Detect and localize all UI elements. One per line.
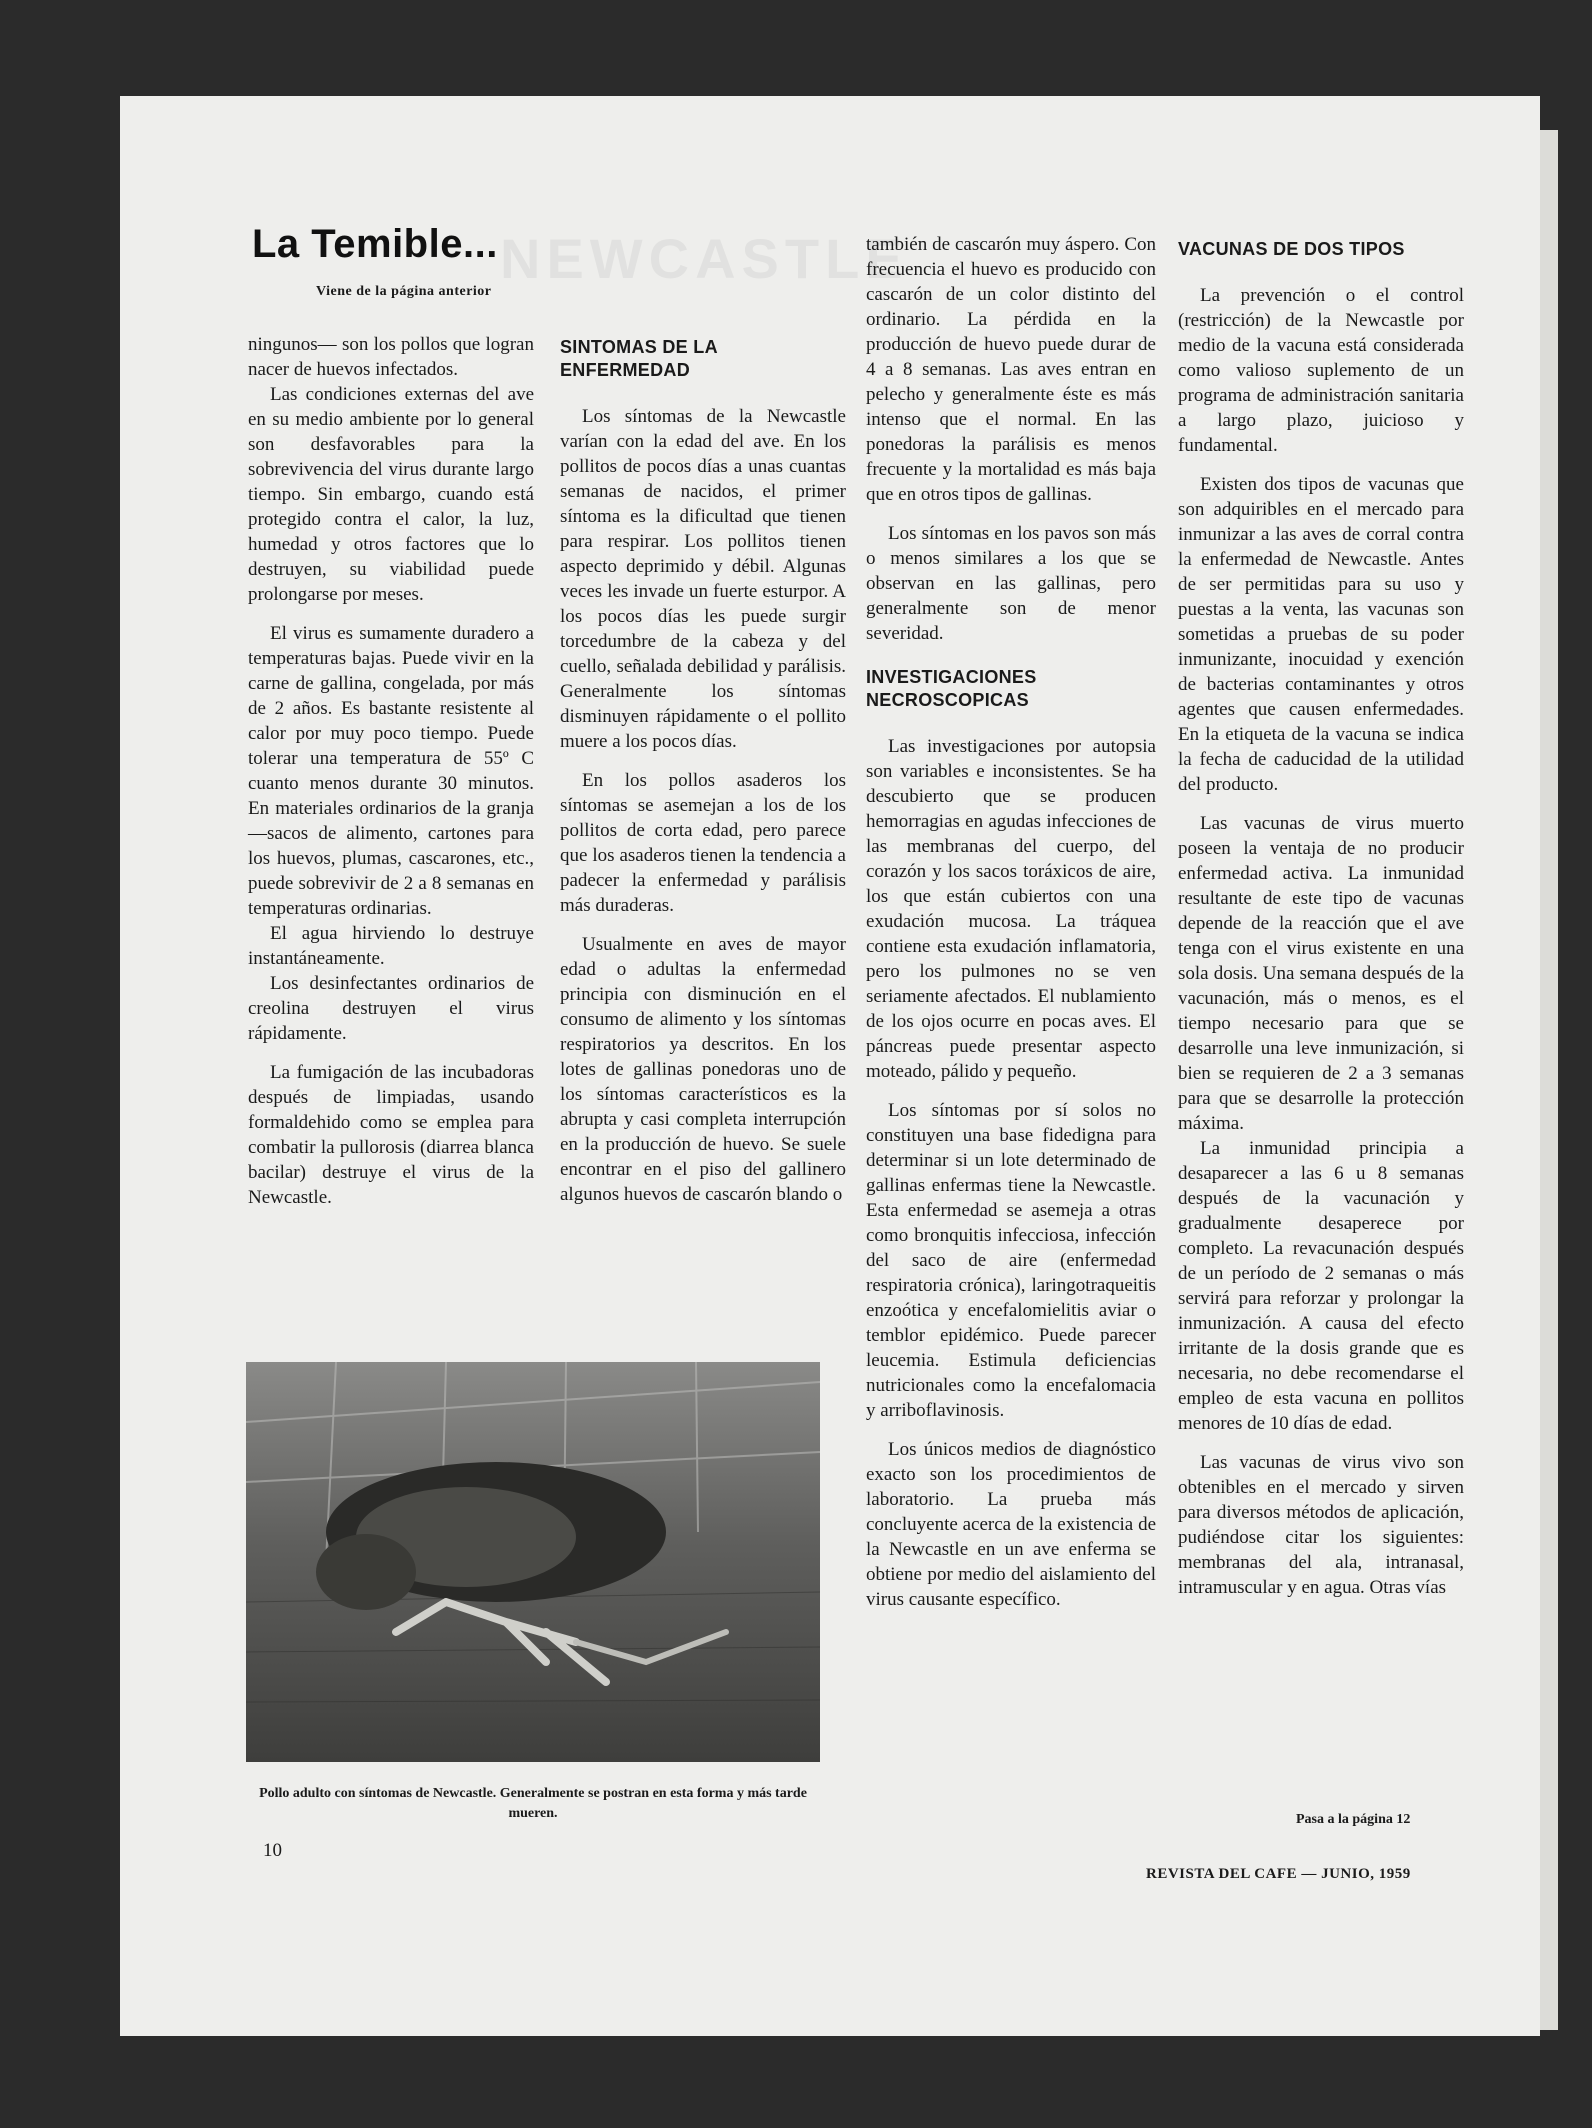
section-heading: SINTOMAS DE LA ENFERMEDAD — [560, 337, 718, 380]
paragraph: Las vacunas de virus vivo son obtenibles en el mercado y sirven para diversos métodos de aplicación, pudiéndose citar los siguientes: membranas del ala, intranasal, intramuscular y en agua. Otras vías — [1178, 1452, 1464, 1598]
paragraph: también de cascarón muy áspero. Con frecuencia el huevo es producido con cascarón de un color distinto del ordinario. La pérdida en la producción de huevo puede durar de 4 a 8 semanas. Las aves entran en pelecho y generalmente éste es más intenso que el normal. En las ponedoras la parálisis es menos frecuente y la mortalidad es más baja que en otros tipos de gallinas. — [866, 234, 1156, 505]
column-1 — [248, 332, 534, 1224]
sick-chicken-photo — [246, 1362, 820, 1762]
bleed-through-text: NEWCASTLE — [500, 227, 909, 290]
continued-on-note: Pasa a la página 12 — [1296, 1812, 1411, 1827]
section-heading: INVESTIGACIONES NECROSCOPICAS — [866, 667, 1037, 710]
paragraph: La prevención o el control (restricción) de la Newcastle por medio de la vacuna está considerada como valioso suplemento de un programa de administración sanitaria a largo plazo, juicioso y fundamental. — [1178, 285, 1464, 456]
paragraph: Los síntomas por sí solos no constituyen una base fidedigna para determinar si un lote determinado de gallinas enfermas tiene la Newcastle. Esta enfermedad se asemeja a otras como bronquitis infecciosa, infección del saco de aire (enfermedad respiratoria crónica), laringotraqueitis enzoótica y encefalomielitis aviar o temblor epidémico. Puede parecer leucemia. Estimula deficiencias nutricionales como la encefalomacia y arriboflavinosis. — [866, 1100, 1156, 1421]
facing-page-edge — [1540, 130, 1558, 2030]
photo-caption: Pollo adulto con síntomas de Newcastle. Generalmente se postran en esta forma y más tarde mueren. — [259, 1786, 807, 1821]
paragraph: Usualmente en aves de mayor edad o adultas la enfermedad principia con disminución en el consumo de alimento y los síntomas respiratorios ya descritos. En los lotes de gallinas ponedoras uno de los síntomas característicos es la abrupta y casi completa interrupción en la producción de huevo. Se suele encontrar en el piso del gallinero algunos huevos de cascarón blando o — [560, 934, 846, 1205]
paragraph: En los pollos asaderos los síntomas se asemejan a los de los pollitos de corta edad, pero parece que los asaderos tienen la tendencia a padecer la enfermedad y parálisis más duraderas. — [560, 770, 846, 916]
paragraph: El virus es sumamente duradero a temperaturas bajas. Puede vivir en la carne de gallina, congelada, por más de 2 años. Es bastante resistente al calor por muy poco tiempo. Puede tolerar una temperatura de 55º C cuanto menos durante 30 minutos. En materiales ordinarios de la granja —sacos de alimento, cartones para los huevos, plumas, cascarones, etc., puede sobrevivir de 2 a 8 semanas en temperaturas ordinarias. — [248, 623, 534, 919]
paragraph: Los síntomas de la Newcastle varían con la edad del ave. En los pollitos de pocos días a unas cuantas semanas de nacidos, el primer síntoma es la dificultad que tienen para respirar. Los pollitos tienen aspecto deprimido y débil. Algunas veces les invade un fuerte esturpor. A los pocos días les puede surgir torcedumbre de la cabeza y del cuello, señalada debilidad y parálisis. Generalmente los síntomas disminuyen rápidamente o el pollito muere a los pocos días. — [560, 406, 846, 752]
paragraph: La fumigación de las incubadoras después de limpiadas, usando formaldehido como se emplea para combatir la pullorosis (diarrea blanca bacilar) destruye el virus de la Newcastle. — [248, 1062, 534, 1208]
magazine-footer: REVISTA DEL CAFE — JUNIO, 1959 — [1146, 1866, 1411, 1882]
paragraph: ningunos— son los pollos que logran nacer de huevos infectados. — [248, 334, 534, 380]
page-number: 10 — [263, 1840, 282, 1861]
paragraph: Los únicos medios de diagnóstico exacto son los procedimientos de laboratorio. La prueba más concluyente acerca de la existencia de la Newcastle en un ave enferma se obtiene por medio del aislamiento del virus causante específico. — [866, 1439, 1156, 1610]
section-heading: VACUNAS DE DOS TIPOS — [1178, 239, 1405, 259]
paragraph: Las vacunas de virus muerto poseen la ventaja de no producir enfermedad activa. La inmunidad resultante de este tipo de vacunas depende de la reacción que el ave tenga con el virus existente en una sola dosis. Una semana después de la vacunación, más o menos, es el tiempo necesario para que se desarrolle una leve inmunización, si bien se requieren de 2 a 3 semanas para que se desarrolle la protección máxima. — [1178, 813, 1464, 1134]
paragraph: La inmunidad principia a desaparecer a las 6 u 8 semanas después de la vacunación y gradualmente desaperece por completo. La revacunación después de un período de 2 semanas o más servirá para reforzar y prolongar la inmunización. A causa del efecto irritante de la dosis grande que es necesaria, no debe recomendarse el empleo de esta vacuna en pollitos menores de 10 días de edad. — [1178, 1138, 1464, 1434]
column-4 — [1178, 238, 1464, 1614]
column-2 — [560, 336, 846, 1221]
column-3 — [866, 232, 1156, 1626]
continued-from-note: Viene de la página anterior — [316, 284, 492, 299]
paragraph: El agua hirviendo lo destruye instantáneamente. — [248, 923, 534, 969]
paragraph: Existen dos tipos de vacunas que son adquiribles en el mercado para inmunizar a las aves de corral contra la enfermedad de Newcastle. Antes de ser permitidas para su uso y puestas a la venta, las vacunas son sometidas a pruebas de su poder inmunizante, inocuidad y exención de bacterias contaminantes y otros agentes que causen enfermedades. En la etiqueta de la vacuna se indica la fecha de caducidad de la utilidad del producto. — [1178, 474, 1464, 795]
paragraph: Las investigaciones por autopsia son variables e inconsistentes. Se ha descubierto que se producen hemorragias en agudas infecciones de las membranas del cuerpo, del corazón y los sacos toráxicos de aire, los que están cubiertos con una exudación mucosa. La tráquea contiene esta exudación inflamatoria, pero los pulmones no se ven seriamente afectados. El nublamiento de los ojos ocurre en pocas aves. El páncreas puede presentar aspecto moteado, pálido y pequeño. — [866, 736, 1156, 1082]
paragraph: Los síntomas en los pavos son más o menos similares a los que se observan en las gallinas, pero generalmente son de menor severidad. — [866, 523, 1156, 644]
paragraph: Las condiciones externas del ave en su medio ambiente por lo general son desfavorables para la sobrevivencia del virus durante largo tiempo. Sin embargo, cuando está protegido contra el calor, la luz, humedad y otros factores que lo destruyen, su viabilidad puede prolongarse por meses. — [248, 384, 534, 605]
paragraph: Los desinfectantes ordinarios de creolina destruyen el virus rápidamente. — [248, 973, 534, 1044]
article-title: La Temible... — [252, 222, 498, 266]
